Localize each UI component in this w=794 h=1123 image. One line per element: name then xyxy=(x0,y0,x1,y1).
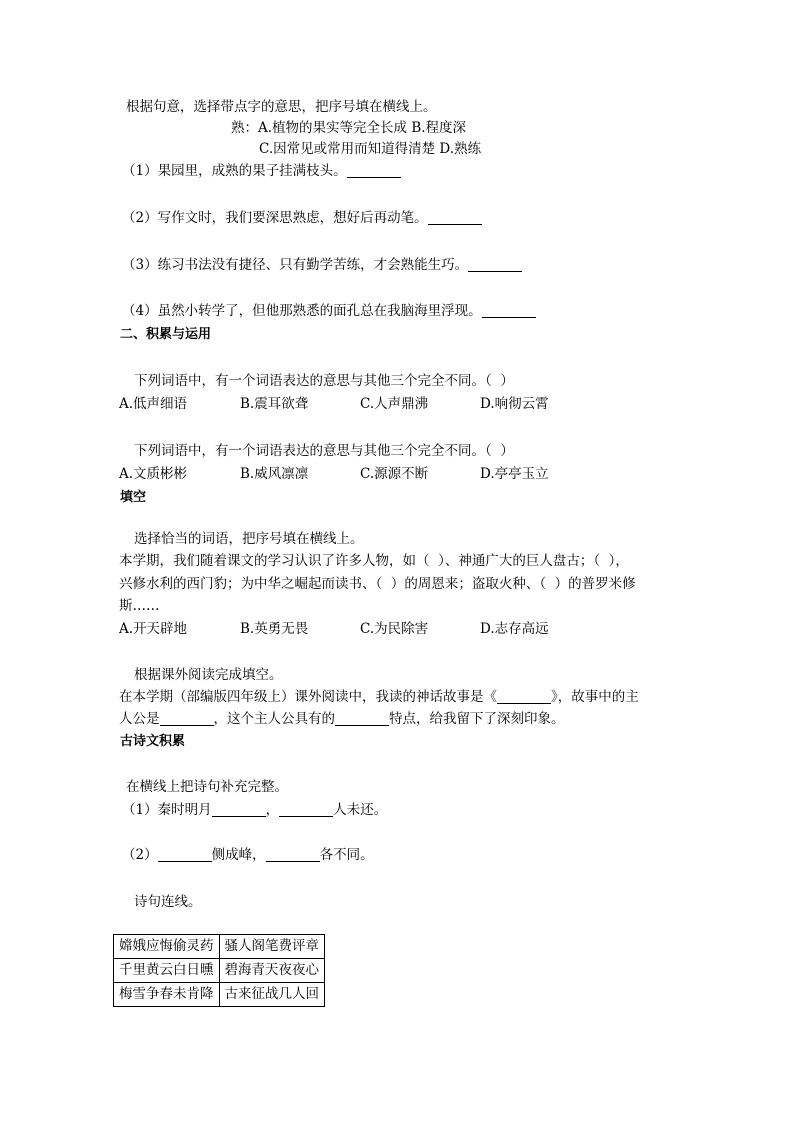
paragraph-line: 斯…… xyxy=(119,598,160,614)
option-d[interactable]: D.志存高远 xyxy=(480,621,549,637)
paragraph-line: 兴修水利的西门豹；为中华之崛起而读书、（ ）的周恩来；盗取火种、（ ）的普罗米修 xyxy=(119,576,636,592)
answer-blank[interactable] xyxy=(158,847,212,862)
answer-blank[interactable] xyxy=(279,802,333,817)
question-text: ， xyxy=(265,802,280,818)
instruction-text: 根据句意，选择带点字的意思，把序号填在横线上。 xyxy=(126,99,437,115)
poem-matching-table xyxy=(113,934,325,1007)
paragraph-text: 人公是 xyxy=(119,711,160,727)
paragraph-text: ，这个主人公具有的 xyxy=(213,711,335,727)
paragraph-line xyxy=(119,710,565,728)
question-text: （3）练习书法没有捷径、只有勤学苦练，才会熟能生巧。 xyxy=(122,257,469,273)
question-item xyxy=(122,302,536,320)
question-text: （1）果园里，成熟的果子挂满枝头。 xyxy=(122,163,347,179)
paragraph-line: 本学期，我们随着课文的学习认识了许多人物，如（ ）、神通广大的巨人盘古；（ ）， xyxy=(119,553,629,569)
question-text: 各不同。 xyxy=(319,847,374,863)
definition-line: C.因常见或常用而知道得清楚 D.熟练 xyxy=(259,141,482,157)
answer-blank[interactable] xyxy=(497,689,551,704)
question-item xyxy=(122,162,401,180)
answer-blank[interactable] xyxy=(160,711,214,726)
option-b[interactable]: B.英勇无畏 xyxy=(240,621,309,637)
definition-line: 熟：A.植物的果实等完全长成 B.程度深 xyxy=(231,120,467,136)
question-text: （4）虽然小转学了，但他那熟悉的面孔总在我脑海里浮现。 xyxy=(122,303,482,319)
option-c[interactable]: C.源源不断 xyxy=(360,466,429,482)
option-c[interactable]: C.人声鼎沸 xyxy=(360,396,429,412)
answer-blank[interactable] xyxy=(468,257,522,272)
instruction-text: 选择恰当的词语，把序号填在横线上。 xyxy=(134,531,364,547)
instruction-text: 在横线上把诗句补充完整。 xyxy=(126,779,288,795)
answer-blank[interactable] xyxy=(482,303,536,318)
answer-blank[interactable] xyxy=(335,711,389,726)
option-d[interactable]: D.响彻云霄 xyxy=(480,396,549,412)
option-d[interactable]: D.亭亭玉立 xyxy=(480,466,549,482)
question-text: （2）写作文时，我们要深思熟虑，想好后再动笔。 xyxy=(122,210,428,226)
poem-line-right[interactable]: 骚人阁笔费评章 xyxy=(219,935,325,959)
section-heading: 古诗文积累 xyxy=(120,734,186,749)
question-text: 侧成峰， xyxy=(211,847,266,863)
poem-line-right[interactable]: 古来征战几人回 xyxy=(219,983,325,1007)
paragraph-text: 特点，给我留下了深刻印象。 xyxy=(389,711,565,727)
paragraph-text: 在本学期（部编版四年级上）课外阅读中，我读的神话故事是《 xyxy=(119,689,497,705)
answer-blank[interactable] xyxy=(347,163,401,178)
table-row xyxy=(114,983,325,1007)
question-text: 下列词语中，有一个词语表达的意思与其他三个完全不同。（ ） xyxy=(134,443,514,459)
question-text: 下列词语中，有一个词语表达的意思与其他三个完全不同。（ ） xyxy=(134,373,514,389)
instruction-text: 诗句连线。 xyxy=(134,894,202,910)
table-row xyxy=(114,935,325,959)
answer-blank[interactable] xyxy=(266,847,320,862)
question-item xyxy=(122,256,522,274)
poem-line-right[interactable]: 碧海青天夜夜心 xyxy=(219,959,325,983)
section-heading: 二、积累与运用 xyxy=(120,327,212,342)
poem-line-left[interactable]: 梅雪争春未肯降 xyxy=(114,983,220,1007)
option-a[interactable]: A.低声细语 xyxy=(119,396,188,412)
option-c[interactable]: C.为民除害 xyxy=(360,621,429,637)
option-b[interactable]: B.震耳欲聋 xyxy=(240,396,309,412)
poem-line-left[interactable]: 千里黄云白日曛 xyxy=(114,959,220,983)
table-row xyxy=(114,959,325,983)
poem-line-left[interactable]: 嫦娥应悔偷灵药 xyxy=(114,935,220,959)
question-item xyxy=(122,801,387,819)
instruction-text: 根据课外阅读完成填空。 xyxy=(134,667,283,683)
paragraph-text: 》，故事中的主 xyxy=(551,689,639,705)
answer-blank[interactable] xyxy=(212,802,266,817)
option-a[interactable]: A.文质彬彬 xyxy=(119,466,188,482)
question-text: （1）秦时明月 xyxy=(122,802,212,818)
answer-blank[interactable] xyxy=(428,210,482,225)
question-item xyxy=(122,846,374,864)
question-text: （2） xyxy=(122,847,158,863)
question-item xyxy=(122,209,482,227)
option-b[interactable]: B.威风凛凛 xyxy=(240,466,309,482)
paragraph-line xyxy=(119,688,639,706)
section-heading: 填空 xyxy=(120,490,147,505)
question-text: 人未还。 xyxy=(333,802,388,818)
option-a[interactable]: A.开天辟地 xyxy=(119,621,188,637)
